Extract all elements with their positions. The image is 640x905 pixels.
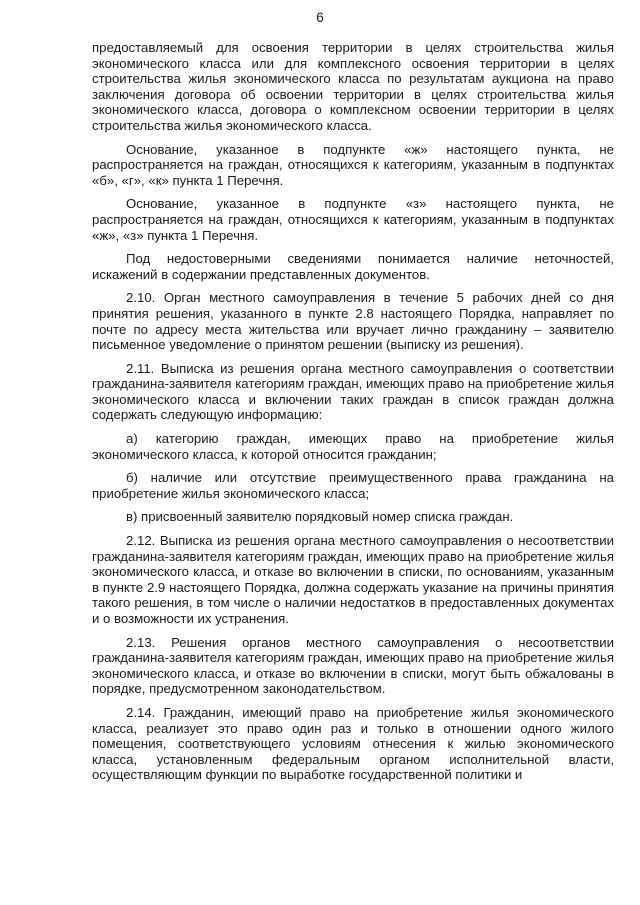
paragraph-continuation: предоставляемый для освоения территории в целях строительства жилья экономического класса или для комплексного освоения территории в целях строительства жилья экономического класса по результатам аукциона на право заключения договора об освоении территории в целях строительства жилья экономического класса, договора о комплексном освоении территории в целях строительства жилья экономического класса. xyxy=(92,40,614,133)
list-item-a: а) категорию граждан, имеющих право на приобретение жилья экономического класса, к которой относится гражданин; xyxy=(92,431,614,462)
paragraph-false-info: Под недостоверными сведениями понимается наличие неточностей, искажений в содержании представленных документов. xyxy=(92,251,614,282)
paragraph-2-10: 2.10. Орган местного самоуправления в течение 5 рабочих дней со дня принятия решения, указанного в пункте 2.8 настоящего Порядка, направляет по почте по адресу места жительства или вручает лично гражданину – заявителю письменное уведомление о принятом решении (выписку из решения). xyxy=(92,290,614,353)
paragraph-2-12: 2.12. Выписка из решения органа местного самоуправления о несоответствии гражданина-заявителя категориям граждан, имеющих право на приобретение жилья экономического класса, и отказе во включении в списки, по основаниям, указанным в пункте 2.9 настоящего Порядка, должна содержать указание на причины принятия такого решения, в том числе о наличии недостатков в предоставленных документах и о возможности их устранения. xyxy=(92,533,614,626)
list-item-b: б) наличие или отсутствие преимущественного права гражданина на приобретение жилья экономического класса; xyxy=(92,470,614,501)
paragraph-2-11: 2.11. Выписка из решения органа местного самоуправления о соответствии гражданина-заявителя категориям граждан, имеющих право на приобретение жилья экономического класса и включении таких граждан в список граждан должна содержать следующую информацию: xyxy=(92,360,614,423)
list-item-v: в) присвоенный заявителю порядковый номер списка граждан. xyxy=(126,509,514,525)
paragraph-2-13: 2.13. Решения органов местного самоуправления о несоответствии гражданина-заявителя категориям граждан, имеющих право на приобретение жилья экономического класса, и отказе во включении в списки, могут быть обжалованы в порядке, предусмотренном законодательством. xyxy=(92,634,614,697)
document-body xyxy=(92,40,614,791)
page-number: 6 xyxy=(316,10,324,25)
paragraph-basis-z: Основание, указанное в подпункте «з» настоящего пункта, не распространяется на граждан, относящихся к категориям, указанным в подпунктах «ж», «з» пункта 1 Перечня. xyxy=(92,196,614,243)
paragraph-2-14: 2.14. Гражданин, имеющий право на приобретение жилья экономического класса, реализует это право один раз и только в отношении одного жилого помещения, соответствующего условиям отнесения к жилью экономического класса, установленным федеральным органом исполнительной власти, осуществляющим функции по выработке государственной политики и xyxy=(92,704,614,783)
paragraph-basis-zh: Основание, указанное в подпункте «ж» настоящего пункта, не распространяется на граждан, относящихся к категориям, указанным в подпунктах «б», «г», «к» пункта 1 Перечня. xyxy=(92,141,614,188)
